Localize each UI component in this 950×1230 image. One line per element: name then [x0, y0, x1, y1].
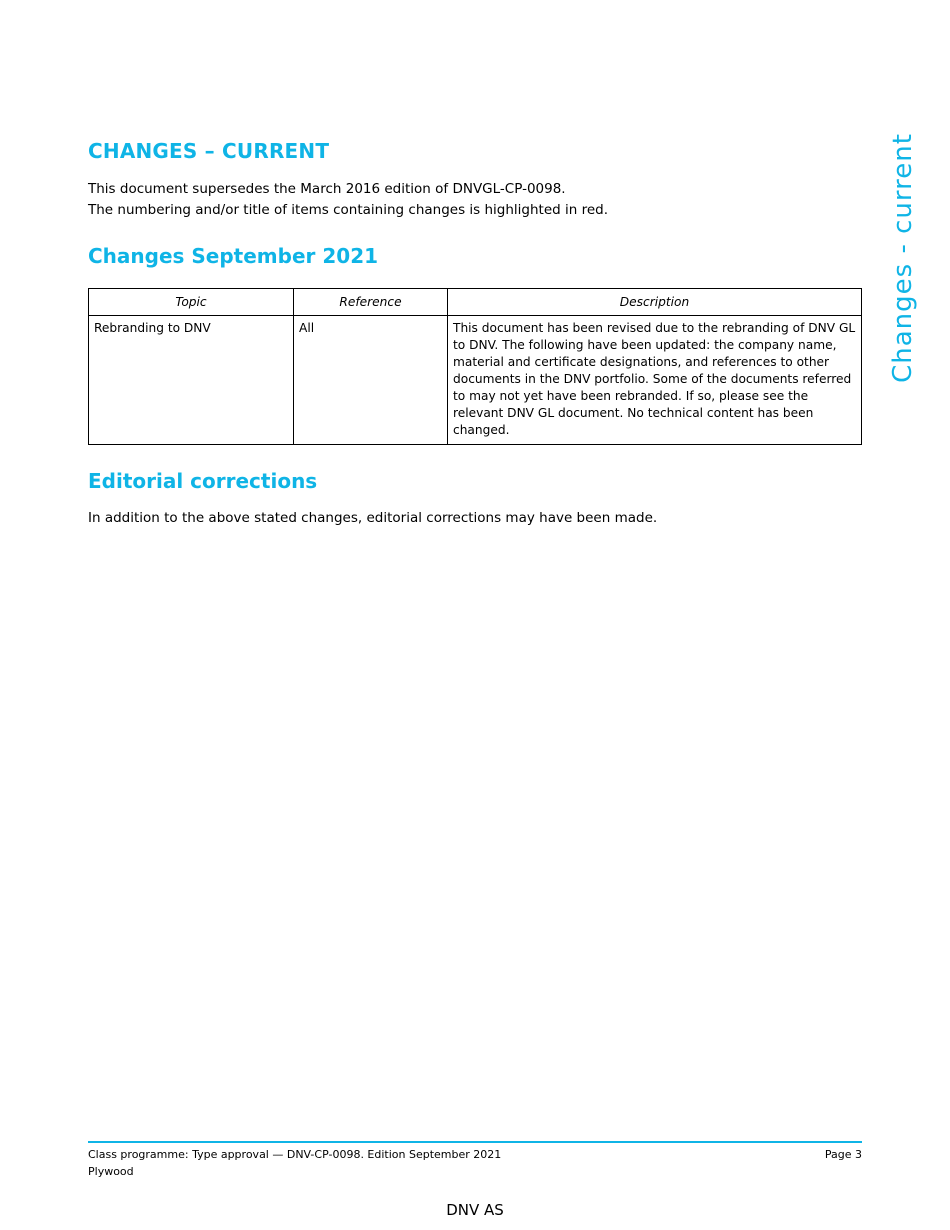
editorial-section-title: Editorial corrections [88, 469, 318, 493]
header-topic: Topic [89, 289, 294, 316]
page-heading: CHANGES – CURRENT [88, 139, 330, 163]
changes-section-title: Changes September 2021 [88, 244, 379, 268]
changes-table [88, 288, 862, 445]
cell-topic: Rebranding to DNV [89, 316, 294, 445]
page-number: Page 3 [824, 1148, 862, 1161]
footer-document-info [88, 1146, 501, 1180]
intro-line-1: This document supersedes the March 2016 edition of DNVGL-CP-0098. [88, 181, 566, 197]
intro-line-2: The numbering and/or title of items containing changes is highlighted in red. [88, 202, 609, 218]
side-chapter-title: Changes - current [888, 133, 918, 383]
footer-divider [88, 1141, 862, 1143]
header-reference: Reference [294, 289, 448, 316]
cell-description: This document has been revised due to the rebranding of DNV GL to DNV. The following have been updated: the company name, material and certificate designations, and references to other documents in the DNV portfolio. Some of the documents referred to may not yet have been rebranded. If so, please see the relevant DNV GL document. No technical content has been changed. [448, 316, 862, 445]
header-description: Description [448, 289, 862, 316]
footer-line-2: Plywood [88, 1165, 134, 1178]
intro-text [88, 179, 608, 221]
cell-reference: All [294, 316, 448, 445]
organization-name: DNV AS [446, 1201, 504, 1219]
footer-line-1: Class programme: Type approval — DNV-CP-0098. Edition September 2021 [88, 1148, 502, 1161]
table-row [89, 316, 862, 445]
editorial-text: In addition to the above stated changes, editorial corrections may have been made. [88, 510, 658, 526]
table-header-row [89, 289, 862, 316]
